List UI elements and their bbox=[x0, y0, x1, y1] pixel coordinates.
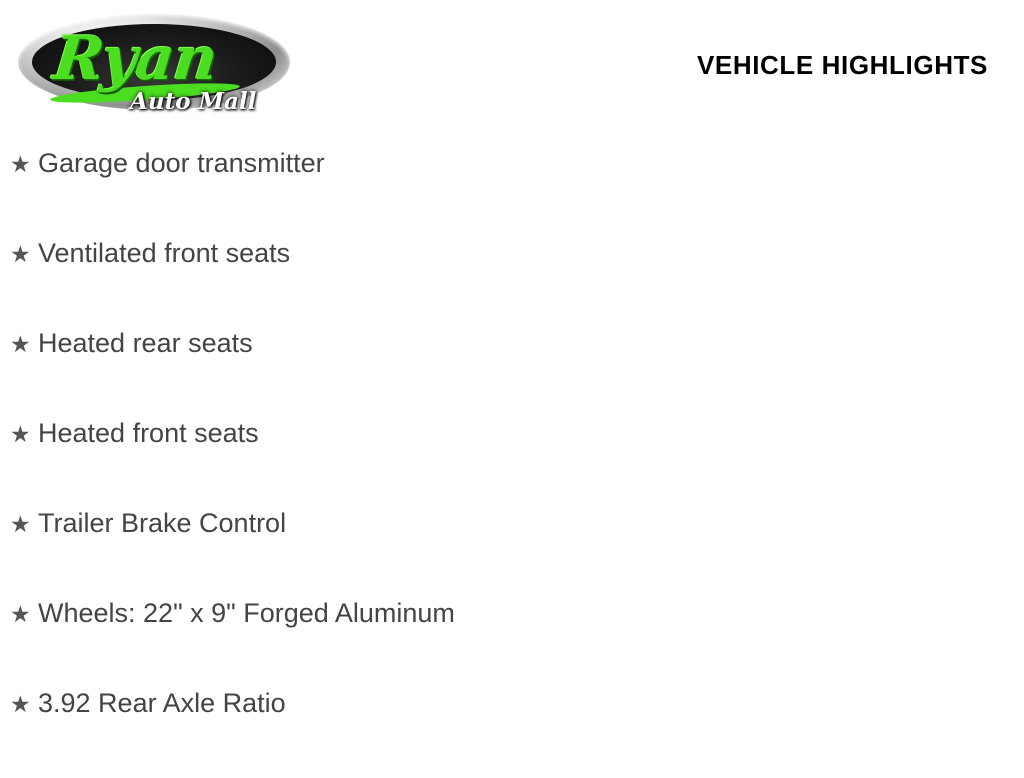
list-item bbox=[0, 238, 1024, 328]
star-icon: ★ bbox=[10, 601, 31, 627]
star-icon: ★ bbox=[10, 151, 31, 177]
list-item-label: Ventilated front seats bbox=[38, 238, 291, 268]
list-item-label: Heated front seats bbox=[38, 418, 259, 448]
list-item-label: 3.92 Rear Axle Ratio bbox=[38, 688, 286, 718]
page-title: VEHICLE HIGHLIGHTS bbox=[696, 50, 988, 80]
ryan-auto-mall-logo bbox=[18, 8, 290, 120]
list-item-label: Garage door transmitter bbox=[38, 148, 325, 178]
logo-brand-primary: Ryan bbox=[50, 24, 220, 94]
list-item bbox=[0, 418, 1024, 508]
highlights-list bbox=[0, 148, 1024, 778]
list-item-label: Wheels: 22" x 9" Forged Aluminum bbox=[38, 598, 455, 628]
star-icon: ★ bbox=[10, 691, 31, 717]
list-item bbox=[0, 598, 1024, 688]
list-item bbox=[0, 508, 1024, 598]
star-icon: ★ bbox=[10, 421, 31, 447]
star-icon: ★ bbox=[10, 241, 31, 267]
star-icon: ★ bbox=[10, 511, 31, 537]
list-item-label: Heated rear seats bbox=[38, 328, 253, 358]
list-item-label: Trailer Brake Control bbox=[38, 508, 287, 538]
list-item bbox=[0, 328, 1024, 418]
logo-brand-secondary: Auto Mall bbox=[130, 88, 257, 115]
list-item bbox=[0, 688, 1024, 778]
list-item bbox=[0, 148, 1024, 238]
page-header bbox=[0, 0, 1024, 130]
star-icon: ★ bbox=[10, 331, 31, 357]
